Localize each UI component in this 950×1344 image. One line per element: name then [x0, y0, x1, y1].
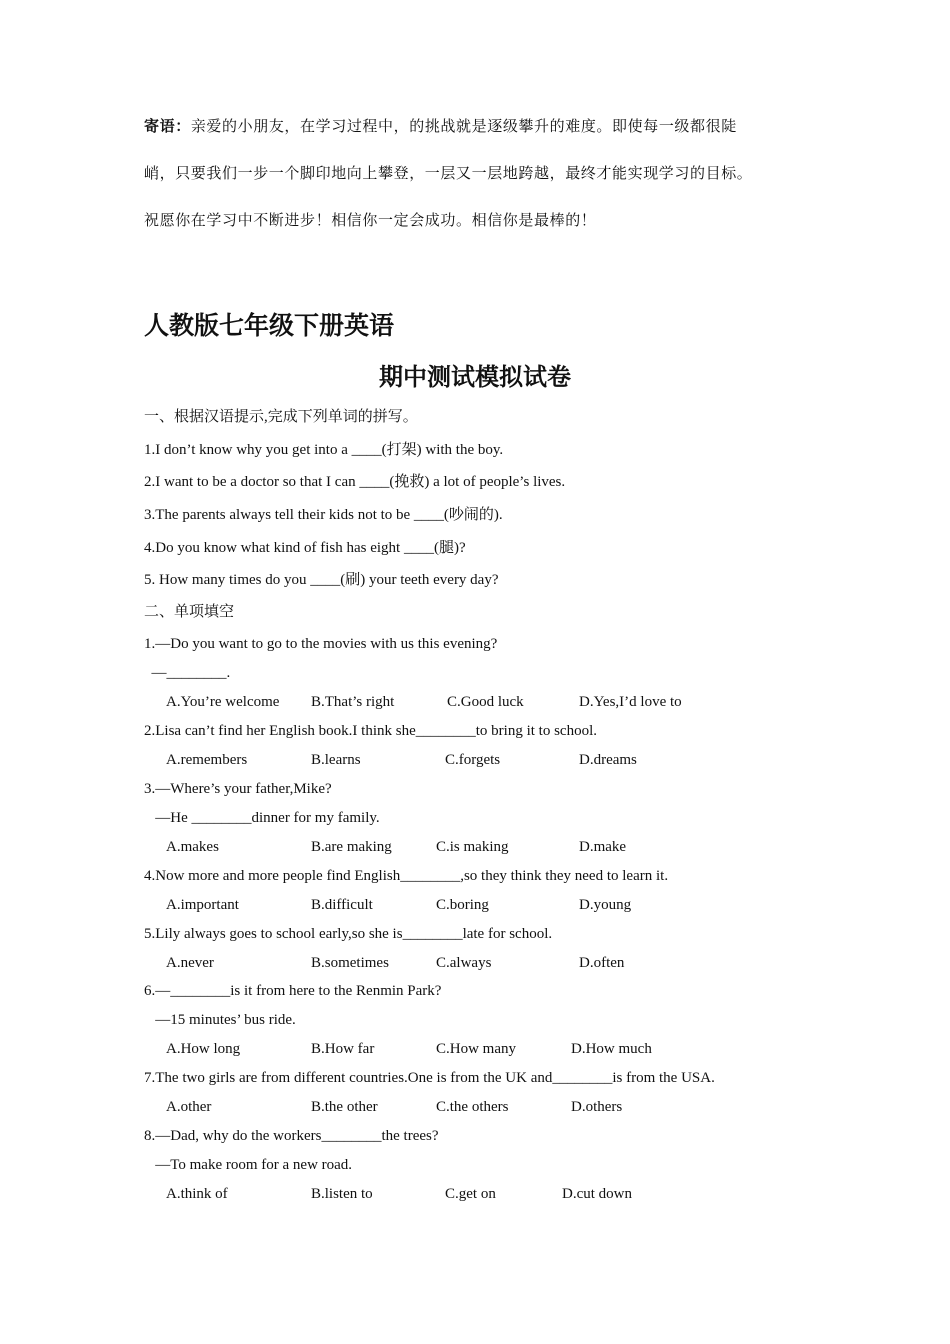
- document-subtitle: 期中测试模拟试卷: [379, 363, 571, 391]
- question-line: 8.—Dad, why do the workers________the trees?: [144, 1128, 439, 1144]
- option-d: D.others: [571, 1099, 623, 1115]
- option-b: B.learns: [311, 752, 361, 768]
- greeting-text-1: 亲爱的小朋友，在学习过程中，的挑战就是逐级攀升的难度。即使每一级都很陡: [190, 119, 737, 135]
- question-line: 1.—Do you want to go to the movies with us this evening?: [144, 636, 498, 652]
- option-c: C.is making: [436, 839, 509, 855]
- option-b: B.How far: [311, 1041, 375, 1057]
- question-line: 6.—________is it from here to the Renmin Park?: [144, 983, 442, 999]
- option-b: B.difficult: [311, 897, 373, 913]
- option-d: D.dreams: [579, 752, 637, 768]
- option-c: C.How many: [436, 1041, 516, 1057]
- section1-heading: 一、根据汉语提示,完成下列单词的拼写。: [144, 409, 418, 425]
- option-d: D.cut down: [562, 1186, 632, 1202]
- option-d: D.make: [579, 839, 627, 855]
- option-b: B.the other: [311, 1099, 378, 1115]
- option-c: C.get on: [445, 1186, 496, 1202]
- question-line: —He ________dinner for my family.: [144, 810, 380, 826]
- question-line: —15 minutes’ bus ride.: [144, 1012, 296, 1028]
- option-c: C.the others: [436, 1099, 509, 1115]
- question-line: 5.Lily always goes to school early,so she is________late for school.: [144, 926, 553, 942]
- question-line: 3.—Where’s your father,Mike?: [144, 781, 332, 797]
- spelling-item: 1.I don’t know why you get into a ____(打架) with the boy.: [144, 442, 504, 458]
- question-line: 2.Lisa can’t find her English book.I think she________to bring it to school.: [144, 723, 598, 739]
- spelling-item: 4.Do you know what kind of fish has eight ____(腿)?: [144, 540, 466, 556]
- option-a: A.remembers: [166, 752, 248, 768]
- question-line: 7.The two girls are from different countries.One is from the UK and________is from the USA.: [144, 1070, 715, 1086]
- option-b: B.are making: [311, 839, 392, 855]
- option-a: A.You’re welcome: [166, 694, 280, 710]
- option-b: B.That’s right: [311, 694, 395, 710]
- question-line: —________.: [144, 665, 231, 681]
- spelling-item: 2.I want to be a doctor so that I can ____(挽救) a lot of people’s lives.: [144, 474, 566, 490]
- spelling-item: 3.The parents always tell their kids not to be ____(吵闹的).: [144, 507, 503, 523]
- option-b: B.sometimes: [311, 955, 389, 971]
- option-a: A.never: [166, 955, 214, 971]
- option-a: A.makes: [166, 839, 219, 855]
- option-c: C.always: [436, 955, 492, 971]
- option-d: D.Yes,I’d love to: [579, 694, 682, 710]
- question-line: —To make room for a new road.: [144, 1157, 353, 1173]
- greeting-label: 寄语：: [144, 119, 191, 135]
- option-a: A.How long: [166, 1041, 241, 1057]
- option-a: A.think of: [166, 1186, 228, 1202]
- document-title: 人教版七年级下册英语: [144, 311, 395, 340]
- section2-heading: 二、单项填空: [144, 604, 235, 620]
- question-line: 4.Now more and more people find English________,so they think they need to learn it.: [144, 868, 669, 884]
- greeting-line-3: 祝愿你在学习中不断进步！相信你一定会成功。相信你是最棒的！: [144, 213, 597, 229]
- option-c: C.Good luck: [447, 694, 524, 710]
- option-a: A.other: [166, 1099, 212, 1115]
- option-a: A.important: [166, 897, 239, 913]
- spelling-item: 5. How many times do you ____(刷) your teeth every day?: [144, 572, 499, 588]
- option-b: B.listen to: [311, 1186, 373, 1202]
- option-c: C.boring: [436, 897, 489, 913]
- option-c: C.forgets: [445, 752, 501, 768]
- option-d: D.How much: [571, 1041, 652, 1057]
- greeting-line-2: 峭，只要我们一步一个脚印地向上攀登，一层又一层地跨越，最终才能实现学习的目标。: [144, 166, 753, 182]
- option-d: D.often: [579, 955, 625, 971]
- option-d: D.young: [579, 897, 632, 913]
- greeting-line-1: [144, 117, 737, 137]
